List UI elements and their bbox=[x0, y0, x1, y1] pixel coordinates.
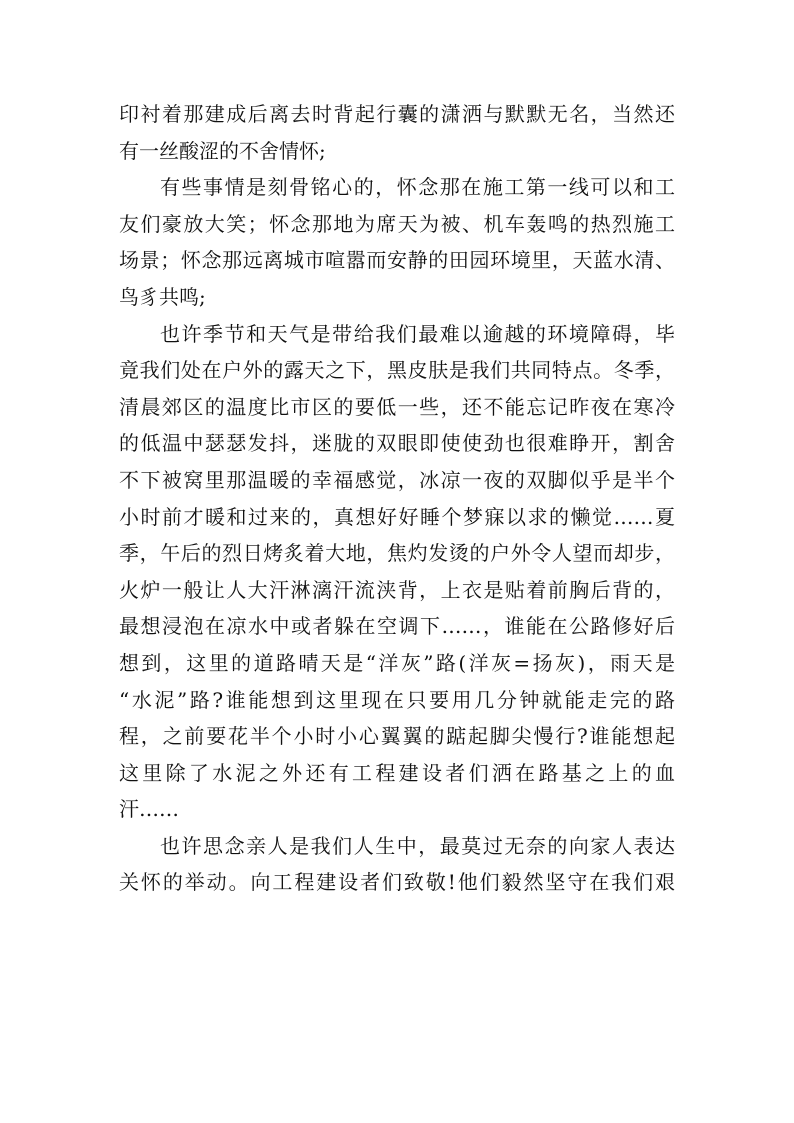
text-line: 想到，这里的道路晴天是“洋灰”路(洋灰=扬灰)，雨天是 bbox=[119, 650, 675, 675]
text-line: 清晨郊区的温度比市区的要低一些，还不能忘记昨夜在寒冷 bbox=[119, 394, 675, 419]
text-line: 也许季节和天气是带给我们最难以逾越的环境障碍，毕 bbox=[160, 321, 675, 346]
paragraph-2 bbox=[119, 169, 675, 315]
text-line: 关怀的举动。向工程建设者们致敬!他们毅然坚守在我们艰 bbox=[119, 870, 675, 895]
text-line: 这里除了水泥之外还有工程建设者们洒在路基之上的血 bbox=[119, 760, 675, 785]
text-line: 的低温中瑟瑟发抖，迷胧的双眼即使使劲也很难睁开，割舍 bbox=[119, 431, 675, 456]
text-line: 火炉一般让人大汗淋漓汗流浃背，上衣是贴着前胸后背的， bbox=[119, 577, 675, 602]
text-line: 季，午后的烈日烤炙着大地，焦灼发烫的户外令人望而却步， bbox=[119, 541, 675, 566]
text-line: 鸟豸共鸣; bbox=[119, 284, 206, 309]
text-line: 场景；怀念那远离城市喧嚣而安静的田园环境里，天蓝水清、 bbox=[119, 248, 675, 273]
paragraph-1 bbox=[119, 96, 675, 169]
text-line: 汗…… bbox=[119, 797, 179, 822]
text-line: 竟我们处在户外的露天之下，黑皮肤是我们共同特点。冬季， bbox=[119, 358, 675, 383]
text-line: “水泥”路?谁能想到这里现在只要用几分钟就能走完的路 bbox=[119, 687, 675, 712]
text-line: 不下被窝里那温暖的幸福感觉，冰凉一夜的双脚似乎是半个 bbox=[119, 467, 675, 492]
text-line: 友们豪放大笑；怀念那地为席天为被、机车轰鸣的热烈施工 bbox=[119, 211, 675, 236]
paragraph-3 bbox=[119, 316, 675, 828]
text-line: 最想浸泡在凉水中或者躲在空调下……，谁能在公路修好后 bbox=[119, 614, 675, 639]
text-line: 也许思念亲人是我们人生中，最莫过无奈的向家人表达 bbox=[160, 833, 675, 858]
document-body bbox=[119, 96, 675, 901]
text-line: 有些事情是刻骨铭心的，怀念那在施工第一线可以和工 bbox=[160, 175, 675, 200]
text-line: 小时前才暖和过来的，真想好好睡个梦寐以求的懒觉……夏 bbox=[119, 504, 675, 529]
text-line: 程，之前要花半个小时小心翼翼的踮起脚尖慢行?谁能想起 bbox=[119, 724, 675, 749]
text-line: 有一丝酸涩的不舍情怀; bbox=[119, 138, 326, 163]
paragraph-4 bbox=[119, 828, 675, 901]
text-line: 印衬着那建成后离去时背起行囊的潇洒与默默无名，当然还 bbox=[119, 102, 675, 126]
